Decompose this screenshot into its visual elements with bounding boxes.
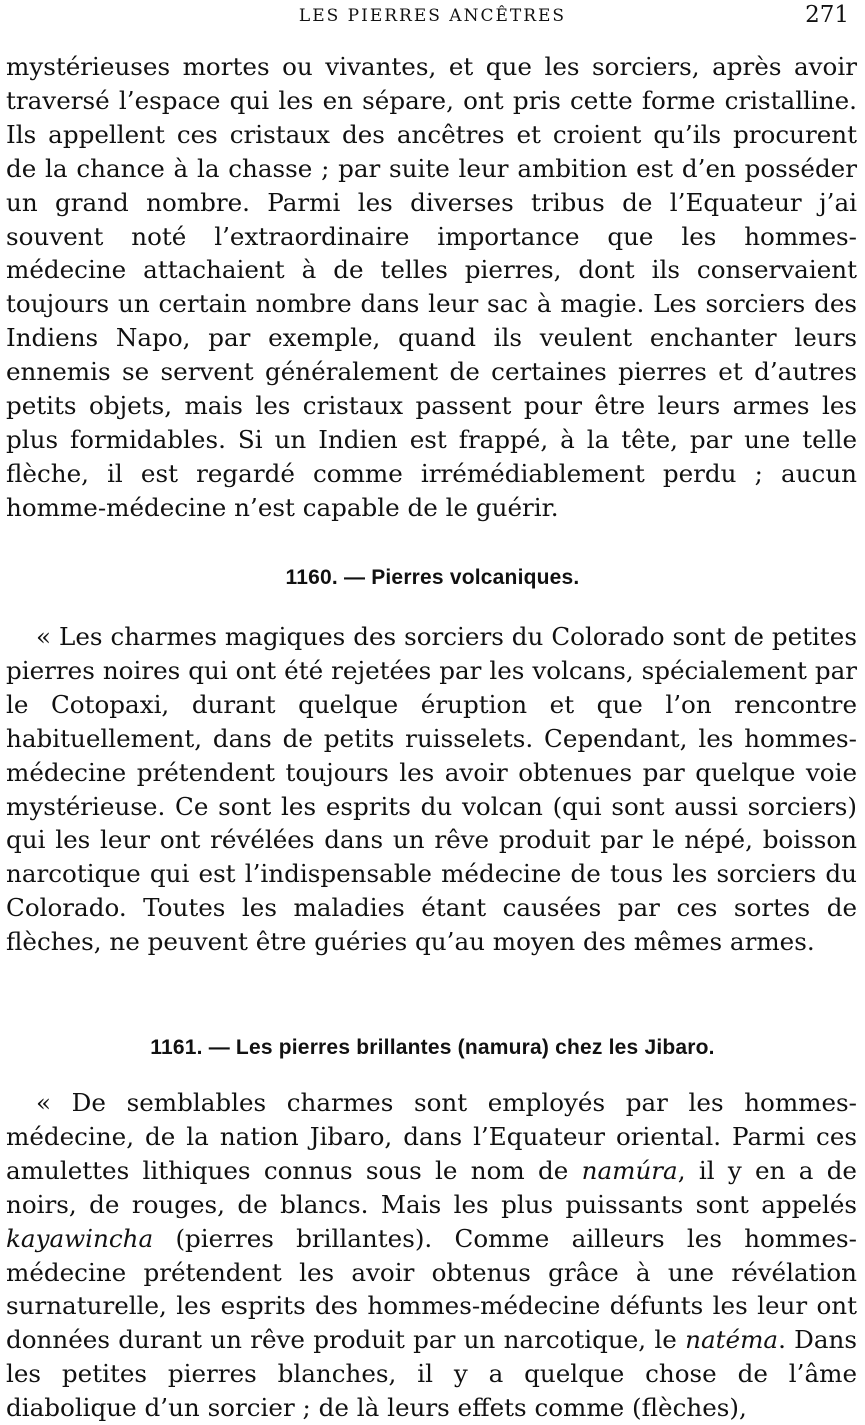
- term-natema: natéma: [685, 1325, 779, 1355]
- section-1161-text-part-3: (pierres brillantes). Comme ailleurs les hommes-médecine prétendent les avoir obtenus grâce à une révélation surnaturelle, les esprits des hommes-médecine défunts les leur ont données durant un rêve produit par un narcotique, le: [6, 1223, 857, 1355]
- section-1161-text: [6, 1086, 857, 1425]
- page-number: 271: [805, 2, 849, 28]
- section-1161-paragraph: [6, 1086, 857, 1425]
- continuation-text: mystérieuses mortes ou vivantes, et que les sorciers, après avoir traversé l’espace qui les en sépare, ont pris cette forme cristalline. Ils appellent ces cristaux des ancêtres et croient qu’ils procurent de la chance à la chasse ; par suite leur ambition est d’en posséder un grand nombre. Parmi les diverses tribus de l’Equateur j’ai souvent noté l’extraordinaire importance que les hommes-médecine attachaient à de telles pierres, dont ils conservaient toujours un certain nombre dans leur sac à magie. Les sorciers des Indiens Napo, par exemple, quand ils veulent enchanter leurs ennemis se servent généralement de certaines pierres et d’autres petits objets, mais les cristaux passent pour être leurs armes les plus formidables. Si un Indien est frappé, à la tête, par une telle flèche, il est regardé comme irrémédiablement perdu ; aucun homme-médecine n’est capable de le guérir.: [6, 52, 857, 522]
- running-title: LES PIERRES ANCÊTRES: [298, 6, 567, 26]
- running-head: [0, 2, 865, 30]
- section-1161-text-part-4: . Dans les petites pierres blanches, il y a quelque chose de l’âme diabolique d’un sorcier ; de là leurs effets comme (flèches),: [6, 1325, 858, 1423]
- term-kayawincha: kayawincha: [6, 1223, 154, 1253]
- section-1160-paragraph: [6, 620, 857, 959]
- section-heading-1161: 1161. — Les pierres brillantes (namura) chez les Jibaro.: [150, 1036, 715, 1059]
- section-1160-text: « Les charmes magiques des sorciers du Colorado sont de petites pierres noires qui ont été rejetées par les volcans, spécialement par le Cotopaxi, durant quelque éruption et que l’on rencontre habituellement, dans de petits ruisselets. Cependant, les hommes-médecine prétendent toujours les avoir obtenues par quelque voie mystérieuse. Ce sont les esprits du volcan (qui sont aussi sorciers) qui les leur ont révélées dans un rêve produit par le népé, boisson narcotique qui est l’indispensable médecine de tous les sorciers du Colorado. Toutes les maladies étant causées par ces sortes de flèches, ne peuvent être guéries qu’au moyen des mêmes armes.: [6, 622, 857, 957]
- continuation-paragraph: [6, 50, 857, 525]
- term-namura: namúra: [581, 1155, 678, 1185]
- section-1161-text-part-2: , il y en a de noirs, de rouges, de blancs. Mais les plus puissants sont appelés: [6, 1155, 857, 1219]
- section-1161-text-part-1: « De semblables charmes sont employés par les hommes-médecine, de la nation Jibaro, dans l’Equateur oriental. Parmi ces amulettes lithiques connus sous le nom de: [6, 1088, 857, 1185]
- section-heading-1160: 1160. — Pierres volcaniques.: [285, 566, 580, 589]
